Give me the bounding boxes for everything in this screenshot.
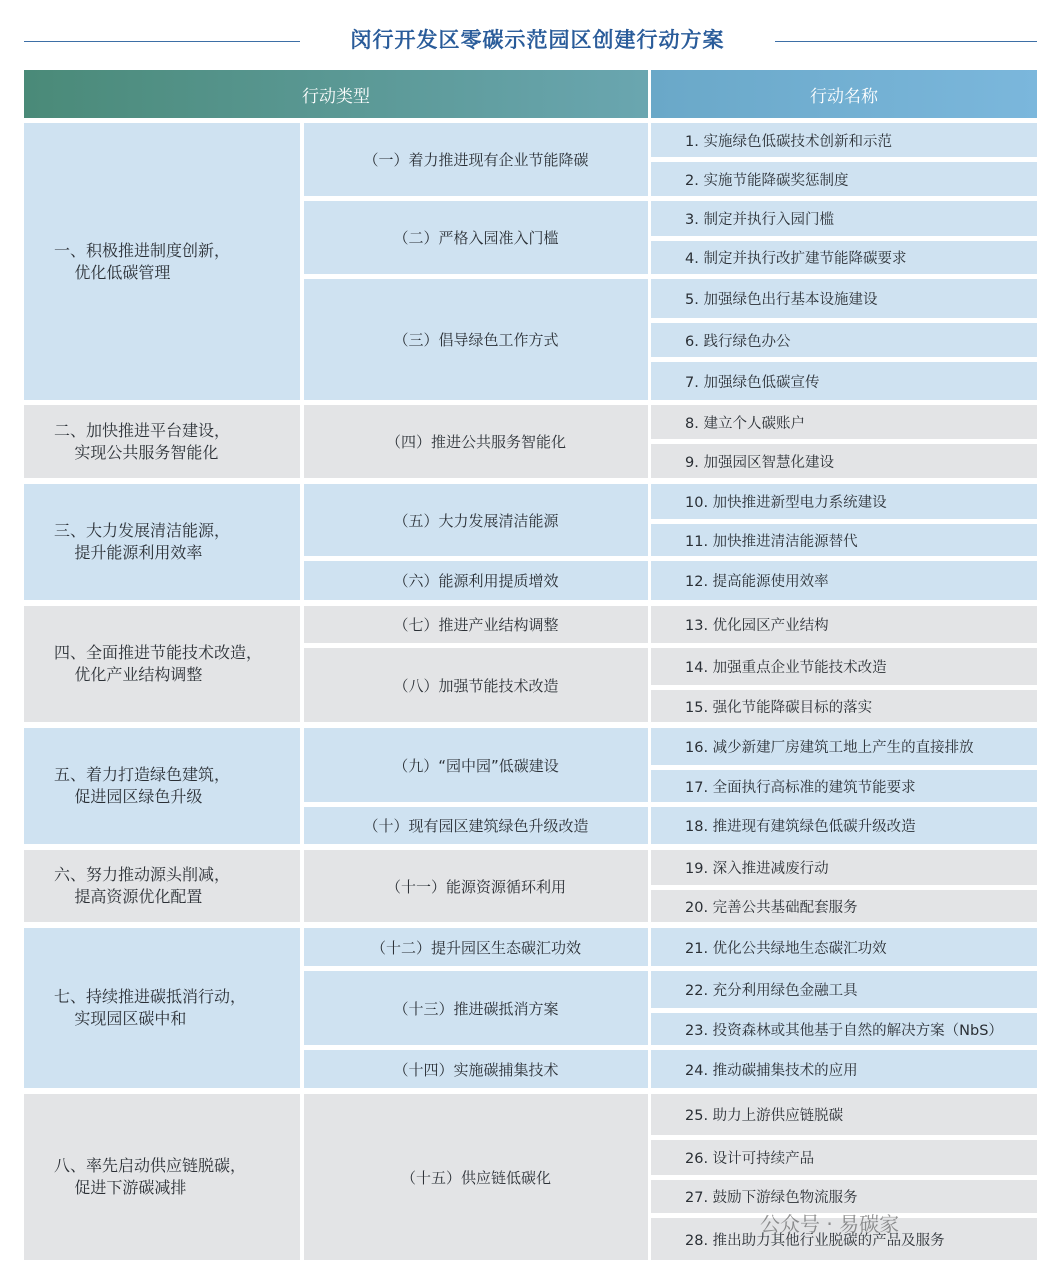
subcategory-cell (304, 971, 648, 1045)
subcategory-cell-text: （三）倡导绿色工作方式 (393, 331, 559, 349)
subcategory-cell (304, 201, 648, 274)
action-cell-text: 10. 加快推进新型电力系统建设 (685, 495, 887, 511)
action-cell-text: 18. 推进现有建筑绿色低碳升级改造 (685, 819, 916, 835)
action-cell-text: 24. 推动碳捕集技术的应用 (685, 1062, 858, 1079)
category-cell (24, 123, 300, 400)
subcategory-cell (304, 561, 648, 600)
subcategory-cell (304, 123, 648, 196)
action-cell (651, 362, 1037, 400)
subcategory-cell-text: （一）着力推进现有企业节能降碳 (363, 151, 589, 169)
subcategory-cell-text: （四）推进公共服务智能化 (385, 433, 566, 451)
category-cell (24, 728, 300, 844)
subcategory-cell-text: （六）能源利用提质增效 (393, 572, 559, 590)
action-cell (651, 890, 1037, 922)
subcategory-cell-text: （十四）实施碳捕集技术 (393, 1060, 559, 1079)
action-cell (651, 444, 1037, 478)
action-cell-text: 7. 加强绿色低碳宣传 (685, 374, 820, 391)
action-cell-text: 21. 优化公共绿地生态碳汇功效 (685, 940, 887, 957)
action-cell (651, 850, 1037, 885)
action-cell-text: 15. 强化节能降碳目标的落实 (685, 699, 873, 716)
action-cell-text: 16. 减少新建厂房建筑工地上产生的直接排放 (685, 740, 974, 756)
action-cell-text: 26. 设计可持续产品 (685, 1151, 815, 1167)
category-cell (24, 606, 300, 722)
action-cell-text: 19. 深入推进减废行动 (685, 861, 829, 877)
header-action-name: 行动名称 (651, 70, 1037, 118)
action-cell-text: 25. 助力上游供应链脱碳 (685, 1108, 844, 1124)
subcategory-cell-text: （八）加强节能技术改造 (393, 676, 559, 695)
subcategory-cell-text: （十二）提升园区生态碳汇功效 (370, 938, 581, 957)
action-cell-text: 22. 充分利用绿色金融工具 (685, 983, 858, 999)
action-cell (651, 648, 1037, 685)
subcategory-cell-text: （十五）供应链低碳化 (400, 1168, 551, 1187)
action-cell-text: 14. 加强重点企业节能技术改造 (685, 660, 887, 676)
subcategory-cell-text: （七）推进产业结构调整 (393, 616, 559, 634)
subcategory-cell (304, 1094, 648, 1260)
action-cell (651, 1050, 1037, 1088)
category-cell (24, 1094, 300, 1260)
action-cell-text: 1. 实施绿色低碳技术创新和示范 (685, 133, 892, 150)
subcategory-cell (304, 484, 648, 556)
action-cell (651, 201, 1037, 236)
action-cell-text: 27. 鼓励下游绿色物流服务 (685, 1190, 858, 1206)
title-divider-left (24, 41, 300, 42)
action-cell (651, 971, 1037, 1008)
title-bar (0, 0, 1050, 70)
action-cell-text: 5. 加强绿色出行基本设施建设 (685, 292, 878, 308)
action-cell-text: 3. 制定并执行入园门槛 (685, 212, 834, 228)
action-cell (651, 807, 1037, 844)
subcategory-cell-text: （九）“园中园”低碳建设 (393, 756, 559, 775)
subcategory-cell-text: （十一）能源资源循环利用 (385, 877, 566, 896)
action-cell-text: 9. 加强园区智慧化建设 (685, 454, 834, 471)
action-cell-text: 23. 投资森林或其他基于自然的解决方案（NbS） (685, 1022, 1003, 1039)
action-cell (651, 162, 1037, 196)
action-cell (651, 690, 1037, 722)
action-cell-text: 13. 优化园区产业结构 (685, 618, 829, 634)
action-cell (651, 1094, 1037, 1135)
header-action-type: 行动类型 (24, 70, 648, 118)
category-cell-text: 六、努力推动源头削减， 提高资源优化配置 (54, 865, 231, 906)
action-cell (651, 770, 1037, 802)
action-cell (651, 123, 1037, 157)
subcategory-cell (304, 648, 648, 722)
action-cell-text: 8. 建立个人碳账户 (685, 415, 805, 432)
action-cell (651, 279, 1037, 318)
category-cell-text: 八、率先启动供应链脱碳， 促进下游碳减排 (54, 1156, 247, 1197)
action-cell (651, 606, 1037, 643)
page-title: 闵行开发区零碳示范园区创建行动方案 (350, 28, 725, 52)
action-cell-text: 20. 完善公共基础配套服务 (685, 899, 858, 916)
action-cell (651, 405, 1037, 439)
category-cell (24, 928, 300, 1088)
category-cell-text: 七、持续推进碳抵消行动， 实现园区碳中和 (54, 987, 247, 1028)
action-cell (651, 1013, 1037, 1045)
category-cell-text: 一、积极推进制度创新， 优化低碳管理 (54, 240, 231, 282)
subcategory-cell-text: （五）大力发展清洁能源 (393, 511, 559, 530)
subcategory-cell-text: （十三）推进碳抵消方案 (393, 999, 559, 1018)
subcategory-cell (304, 279, 648, 400)
subcategory-cell (304, 606, 648, 643)
action-cell (651, 728, 1037, 765)
category-cell-text: 三、大力发展清洁能源， 提升能源利用效率 (54, 521, 231, 562)
subcategory-cell (304, 928, 648, 966)
category-cell-text: 二、加快推进平台建设， 实现公共服务智能化 (54, 420, 231, 462)
action-cell (651, 928, 1037, 966)
subcategory-cell-text: （十）现有园区建筑绿色升级改造 (363, 817, 589, 835)
watermark: 公众号 · 易碳家 (760, 1212, 900, 1236)
subcategory-cell (304, 850, 648, 922)
action-cell-text: 2. 实施节能降碳奖惩制度 (685, 172, 849, 189)
action-cell-text: 6. 践行绿色办公 (685, 333, 791, 350)
action-cell (651, 561, 1037, 600)
action-cell (651, 484, 1037, 519)
category-cell (24, 405, 300, 478)
action-cell-text: 12. 提高能源使用效率 (685, 574, 829, 590)
action-cell-text: 11. 加快推进清洁能源替代 (685, 533, 858, 550)
action-cell (651, 323, 1037, 357)
subcategory-cell (304, 728, 648, 802)
category-cell (24, 850, 300, 922)
action-cell-text: 17. 全面执行高标准的建筑节能要求 (685, 779, 916, 796)
action-cell (651, 524, 1037, 556)
category-cell (24, 484, 300, 600)
category-cell-text: 五、着力打造绿色建筑， 促进园区绿色升级 (54, 765, 231, 806)
category-cell-text: 四、全面推进节能技术改造， 优化产业结构调整 (54, 643, 263, 684)
action-cell (651, 1140, 1037, 1175)
action-cell-text: 4. 制定并执行改扩建节能降碳要求 (685, 251, 907, 267)
action-cell-text: 28. 推出助力其他行业脱碳的产品及服务 (685, 1232, 945, 1249)
title-divider-right (775, 41, 1037, 42)
subcategory-cell-text: （二）严格入园准入门槛 (393, 229, 559, 247)
action-cell (651, 241, 1037, 274)
subcategory-cell (304, 405, 648, 478)
subcategory-cell (304, 807, 648, 844)
subcategory-cell (304, 1050, 648, 1088)
